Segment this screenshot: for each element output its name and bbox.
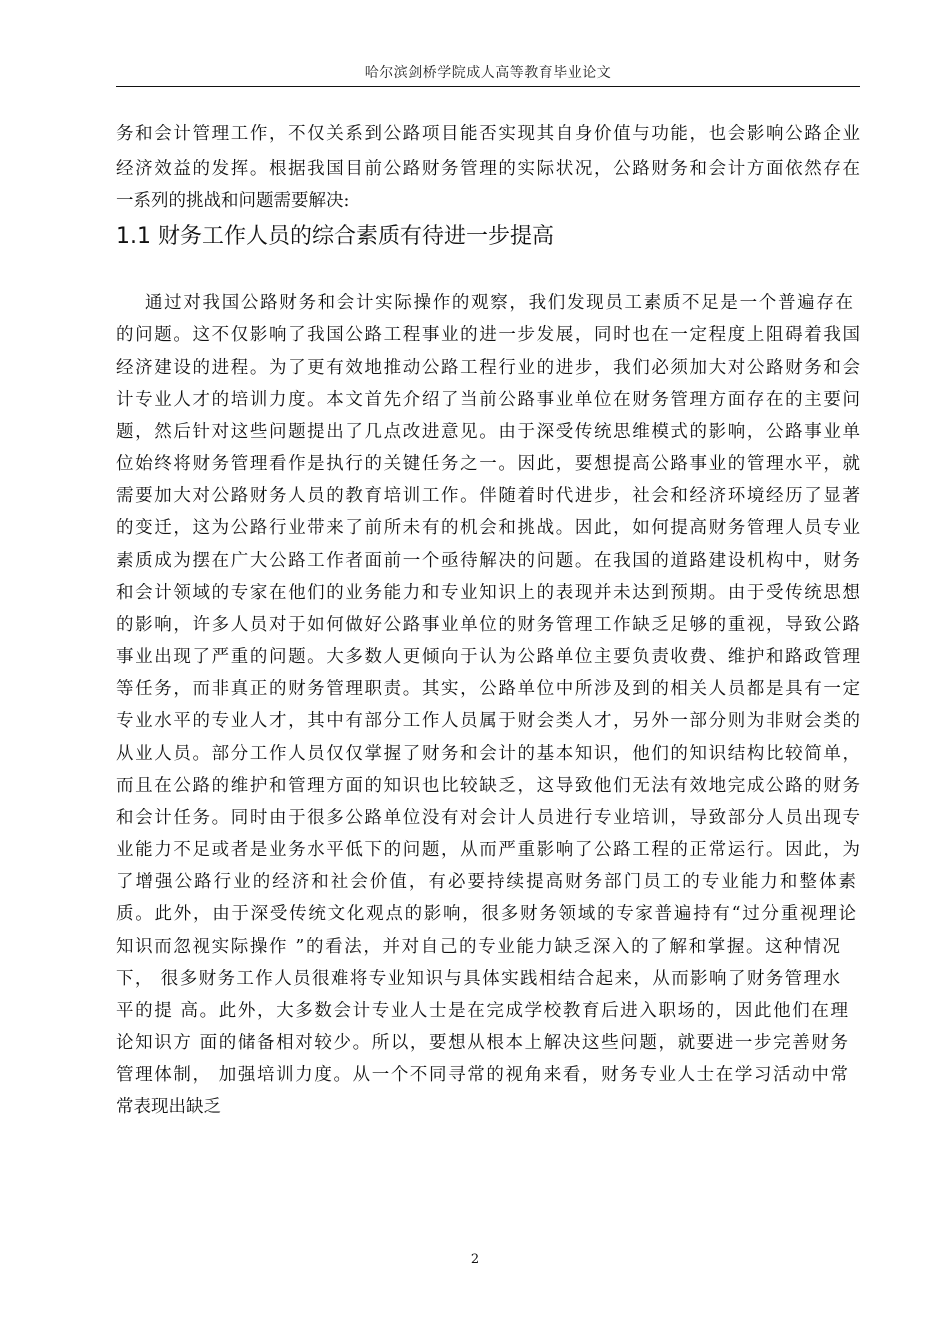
intro-line: 经济效益的发挥。根据我国目前公路财务管理的实际状况，公路财务和会计方面依然存在 [116, 159, 860, 179]
body-line: 平的提 高。此外，大多数会计专业人士是在完成学校教育后进入职场的，因此他们在理 [116, 1001, 848, 1021]
body-line: 等任务，而非真正的财务管理职责。其实，公路单位中所涉及到的相关人员都是具有一定 [116, 679, 860, 699]
body-line: 从业人员。部分工作人员仅仅掌握了财务和会计的基本知识，他们的知识结构比较简单， [116, 744, 860, 764]
body-line: 需要加大对公路财务人员的教育培训工作。伴随着时代进步，社会和经济环境经历了显著 [116, 486, 860, 506]
body-line: 的变迁，这为公路行业带来了前所未有的机会和挑战。因此，如何提高财务管理人员专业 [116, 518, 860, 538]
body-line: 计专业人才的培训力度。本文首先介绍了当前公路事业单位在财务管理方面存在的主要问 [116, 390, 860, 410]
header-rule [116, 86, 860, 87]
body-line: 专业水平的专业人才，其中有部分工作人员属于财会类人才，另外一部分则为非财会类的 [116, 711, 860, 731]
intro-line: 一系列的挑战和问题需要解决: [116, 191, 350, 211]
body-line: 事业出现了严重的问题。大多数人更倾向于认为公路单位主要负责收费、维护和路政管理 [116, 647, 860, 667]
body-line: 质。此外，由于深受传统文化观点的影响，很多财务领域的专家普遍持有“过分重视理论 [116, 904, 856, 924]
body-line: 的问题。这不仅影响了我国公路工程事业的进一步发展，同时也在一定程度上阻碍着我国 [116, 325, 860, 345]
intro-line: 务和会计管理工作，不仅关系到公路项目能否实现其自身价值与功能，也会影响公路企业 [116, 124, 860, 144]
body-line: 经济建设的进程。为了更有效地推动公路工程行业的进步，我们必须加大对公路财务和会 [116, 358, 860, 378]
page-number: 2 [470, 1252, 480, 1267]
body-line: 了增强公路行业的经济和社会价值，有必要持续提高财务部门员工的专业能力和整体素 [116, 872, 856, 892]
running-header: 哈尔滨剑桥学院成人高等教育毕业论文 [364, 65, 612, 81]
body-line: 素质成为摆在广大公路工作者面前一个亟待解决的问题。在我国的道路建设机构中，财务 [116, 551, 860, 571]
body-line: 通过对我国公路财务和会计实际操作的观察，我们发现员工素质不足是一个普遍存在 [145, 293, 853, 313]
body-line: 和会计任务。同时由于很多公路单位没有对会计人员进行专业培训，导致部分人员出现专 [116, 808, 860, 828]
body-line: 常表现出缺乏 [116, 1097, 221, 1117]
body-line: 和会计领域的专家在他们的业务能力和专业知识上的表现并未达到预期。由于受传统思想 [116, 583, 860, 603]
body-line: 下， 很多财务工作人员很难将专业知识与具体实践相结合起来，从而影响了财务管理水 [116, 969, 840, 989]
body-line: 而且在公路的维护和管理方面的知识也比较缺乏，这导致他们无法有效地完成公路的财务 [116, 776, 860, 796]
section-heading: 1.1 财务工作人员的综合素质有待进一步提高 [116, 224, 554, 249]
body-line: 题，然后针对这些问题提出了几点改进意见。由于深受传统思维模式的影响，公路事业单 [116, 422, 860, 442]
body-line: 知识而忽视实际操作 ”的看法，并对自己的专业能力缺乏深入的了解和掌握。这种情况 [116, 937, 840, 957]
body-line: 的影响，许多人员对于如何做好公路事业单位的财务管理工作缺乏足够的重视，导致公路 [116, 615, 860, 635]
body-line: 业能力不足或者是业务水平低下的问题，从而严重影响了公路工程的正常运行。因此，为 [116, 840, 860, 860]
body-line: 管理体制， 加强培训力度。从一个不同寻常的视角来看，财务专业人士在学习活动中常 [116, 1065, 848, 1085]
body-line: 位始终将财务管理看作是执行的关键任务之一。因此，要想提高公路事业的管理水平，就 [116, 454, 860, 474]
body-line: 论知识方 面的储备相对较少。所以，要想从根本上解决这些问题，就要进一步完善财务 [116, 1033, 848, 1053]
